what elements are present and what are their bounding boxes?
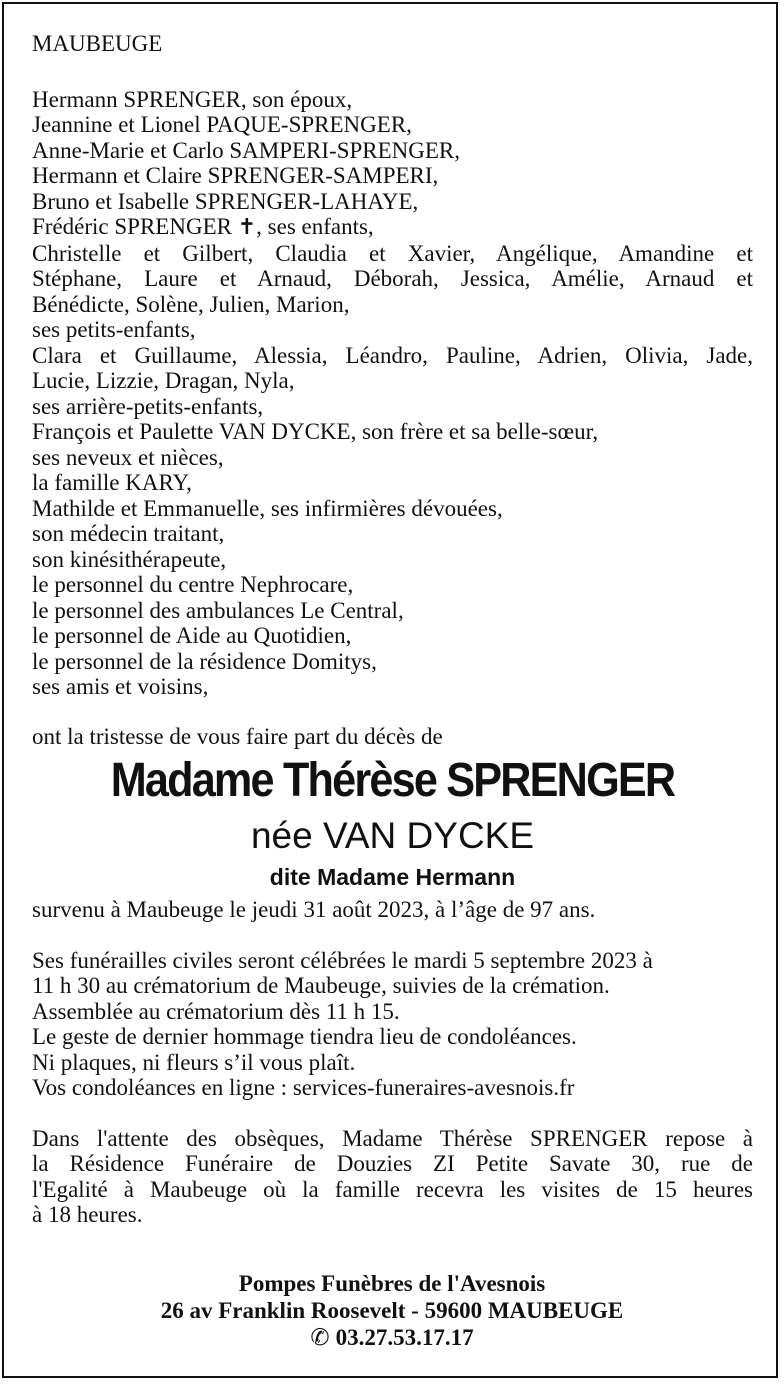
family-line: Hermann et Claire SPRENGER-SAMPERI, bbox=[32, 163, 439, 188]
viewing-line: Dans l'attente des obsèques, Madame Thérèse SPRENGER repose à bbox=[32, 1125, 753, 1151]
family-line: Bruno et Isabelle SPRENGER-LAHAYE, bbox=[32, 188, 419, 214]
family-line: le personnel de la résidence Domitys, bbox=[32, 648, 377, 674]
viewing-line: la Résidence Funéraire de Douzies ZI Petite Savate 30, rue de bbox=[32, 1151, 753, 1176]
family-line-deceased-child bbox=[32, 214, 753, 241]
viewing-details bbox=[32, 1126, 753, 1228]
family-line: ses arrière-petits-enfants, bbox=[32, 393, 264, 419]
funeral-line: 11 h 30 au crématorium de Maubeuge, suivies de la crémation. bbox=[32, 973, 610, 998]
family-line: ses amis et voisins, bbox=[32, 674, 209, 699]
family-line: Jeannine et Lionel PAQUE-SPRENGER, bbox=[32, 112, 412, 137]
funeral-line: Vos condoléances en ligne : services-funeraires-avesnois.fr bbox=[32, 1075, 575, 1100]
grandchildren-line: Stéphane, Laure et Arnaud, Déborah, Jessica, Amélie, Arnaud et bbox=[32, 266, 753, 291]
viewing-line: l'Egalité à Maubeuge où la famille recevra les visites de 15 heures bbox=[32, 1176, 753, 1202]
grandchildren-label: ses petits-enfants, bbox=[32, 317, 196, 342]
funeral-home-phone bbox=[0, 1324, 784, 1352]
deceased-child-name: Frédéric SPRENGER bbox=[32, 214, 232, 239]
family-line: Hermann SPRENGER, son époux, bbox=[32, 86, 353, 112]
funeral-line: Assemblée au crématorium dès 11 h 15. bbox=[32, 998, 400, 1024]
family-line: le personnel du centre Nephrocare, bbox=[32, 572, 354, 597]
city-heading: MAUBEUGE bbox=[32, 31, 163, 56]
maiden-name: née VAN DYCKE bbox=[250, 815, 535, 856]
cross-icon: ✝ bbox=[237, 215, 257, 240]
family-line: la famille KARY, bbox=[32, 470, 192, 495]
funeral-details bbox=[32, 948, 753, 1101]
family-line: le personnel de Aide au Quotidien, bbox=[32, 623, 352, 648]
funeral-line: Ses funérailles civiles seront célébrées le mardi 5 septembre 2023 à bbox=[32, 947, 653, 973]
family-line: son kinésithérapeute, bbox=[32, 546, 227, 572]
phone-number: 03.27.53.17.17 bbox=[335, 1325, 474, 1350]
funeral-line: Ni plaques, ni fleurs s’il vous plaît. bbox=[32, 1049, 356, 1075]
phone-icon: ✆ bbox=[310, 1325, 330, 1351]
deceased-child-suffix: , ses enfants, bbox=[256, 214, 374, 239]
funeral-line: Le geste de dernier hommage tiendra lieu de condoléances. bbox=[32, 1024, 577, 1049]
funeral-home-address: 26 av Franklin Roosevelt - 59600 MAUBEUGE bbox=[160, 1298, 624, 1323]
viewing-line: à 18 heures. bbox=[32, 1202, 143, 1227]
death-details: survenu à Maubeuge le jeudi 31 août 2023, à l’âge de 97 ans. bbox=[32, 897, 596, 922]
funeral-home-footer bbox=[0, 1270, 784, 1352]
family-line: Anne-Marie et Carlo SAMPERI-SPRENGER, bbox=[32, 137, 461, 163]
family-line: François et Paulette VAN DYCKE, son frère et sa belle-sœur, bbox=[32, 419, 599, 444]
grandchildren-line: Christelle et Gilbert, Claudia et Xavier, Angélique, Amandine et bbox=[32, 240, 753, 266]
grandchildren-line: Bénédicte, Solène, Julien, Marion, bbox=[32, 291, 350, 317]
family-line: ses neveux et nièces, bbox=[32, 444, 224, 470]
great-grandchildren-line: Clara et Guillaume, Alessia, Léandro, Pauline, Adrien, Olivia, Jade, bbox=[32, 342, 753, 368]
known-as: dite Madame Hermann bbox=[269, 864, 516, 890]
family-list bbox=[32, 87, 753, 700]
family-line: le personnel des ambulances Le Central, bbox=[32, 597, 404, 623]
funeral-home-name: Pompes Funèbres de l'Avesnois bbox=[238, 1271, 546, 1296]
obituary-notice bbox=[32, 31, 753, 1228]
family-line: son médecin traitant, bbox=[32, 521, 225, 546]
family-line: Mathilde et Emmanuelle, ses infirmières dévouées, bbox=[32, 495, 503, 521]
announcement-intro: ont la tristesse de vous faire part du décès de bbox=[32, 723, 443, 749]
deceased-name: Madame Thérèse SPRENGER bbox=[110, 754, 675, 807]
great-grandchildren-line: Lucie, Lizzie, Dragan, Nyla, bbox=[32, 368, 295, 393]
